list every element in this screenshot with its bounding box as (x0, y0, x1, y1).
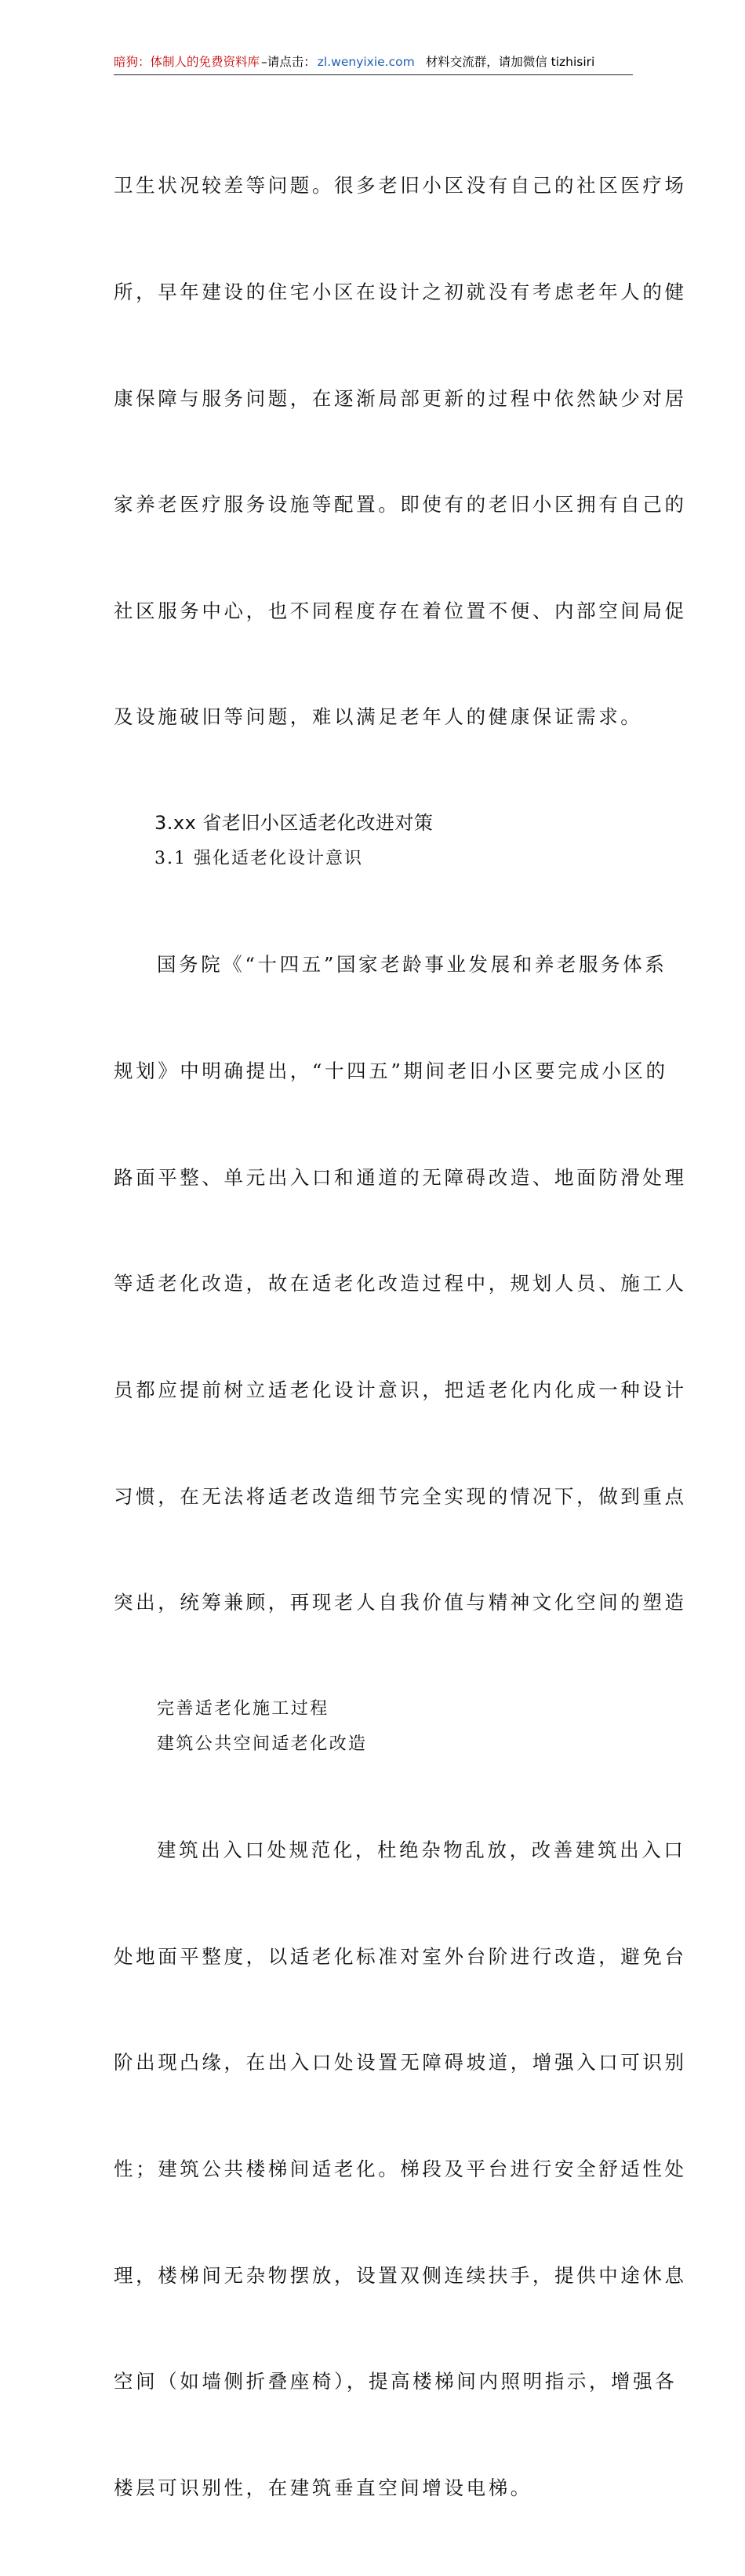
text-line: 社区服务中心，也不同程度存在着位置不便、内部空间局促 (114, 599, 687, 622)
paragraph-health-issues (114, 97, 687, 806)
text-line: 员都应提前树立适老化设计意识，把适老化内化成一种设计 (114, 1378, 687, 1401)
text-line: 家养老医疗服务设施等配置。即使有的老旧小区拥有自己的 (114, 493, 687, 516)
text-line: 性；建筑公共楼梯间适老化。梯段及平台进行安全舒适性处 (114, 2157, 687, 2180)
text-line: 阶出现凸缘，在出入口处设置无障碍坡道，增强入口可识别 (114, 2051, 687, 2074)
text-line: 等适老化改造，故在适老化改造过程中，规划人员、施工人 (114, 1272, 687, 1295)
text-line: 规划》中明确提出，“十四五”期间老旧小区要完成小区的 (114, 1060, 668, 1083)
section-heading-public-space: 建筑公共空间适老化改造 (157, 1734, 368, 1754)
text-line: 康保障与服务问题，在逐渐局部更新的过程中依然缺少对居 (114, 386, 687, 410)
header-brand: 暗狗：体制人的免费资料库 (114, 55, 260, 69)
paragraph-public-space (114, 1762, 687, 2576)
text-line: 卫生状况较差等问题。很多老旧小区没有自己的社区医疗场 (114, 174, 687, 197)
header-wechat-note: 材料交流群，请加微信 tizhisiri (425, 55, 595, 69)
text-line: 突出，统筹兼顾，再现老人自我价值与精神文化空间的塑造 (114, 1591, 687, 1614)
text-line: 理，楼梯间无杂物摆放，设置双侧连续扶手，提供中途休息 (114, 2263, 687, 2287)
text-line: 建筑出入口处规范化，杜绝杂物乱放，改善建筑出入口 (157, 1839, 686, 1862)
paragraph-design-awareness (114, 876, 687, 1691)
document-body (114, 97, 687, 2576)
header-divider (114, 74, 633, 75)
text-line: 及设施破旧等问题，难以满足老年人的健康保证需求。 (114, 705, 643, 729)
text-line: 楼层可识别性，在建筑垂直空间增设电梯。 (114, 2476, 532, 2499)
section-heading-3-1: 3.1 强化适老化设计意识 (154, 849, 363, 869)
section-heading-improve-construction: 完善适老化施工过程 (157, 1698, 329, 1719)
text-line: 处地面平整度，以适老化标准对室外台阶进行改造，避免台 (114, 1944, 687, 1968)
text-line: 空间（如墙侧折叠座椅），提高楼梯间内照明指示，增强各 (114, 2370, 678, 2393)
text-line: 国务院《“十四五”国家老龄事业发展和养老服务体系 (157, 953, 667, 976)
header-click-prefix: –请点击： (261, 55, 316, 69)
page-header (114, 52, 633, 72)
text-line: 所，早年建设的住宅小区在设计之初就没有考虑老年人的健 (114, 281, 687, 304)
text-line: 习惯，在无法将适老改造细节完全实现的情况下，做到重点 (114, 1484, 687, 1508)
text-line: 路面平整、单元出入口和通道的无障碍改造、地面防滑处理 (114, 1165, 687, 1189)
header-url-link[interactable]: zl.wenyixie.com (317, 55, 415, 69)
section-heading-3: 3.xx 省老旧小区适老化改进对策 (154, 812, 434, 835)
